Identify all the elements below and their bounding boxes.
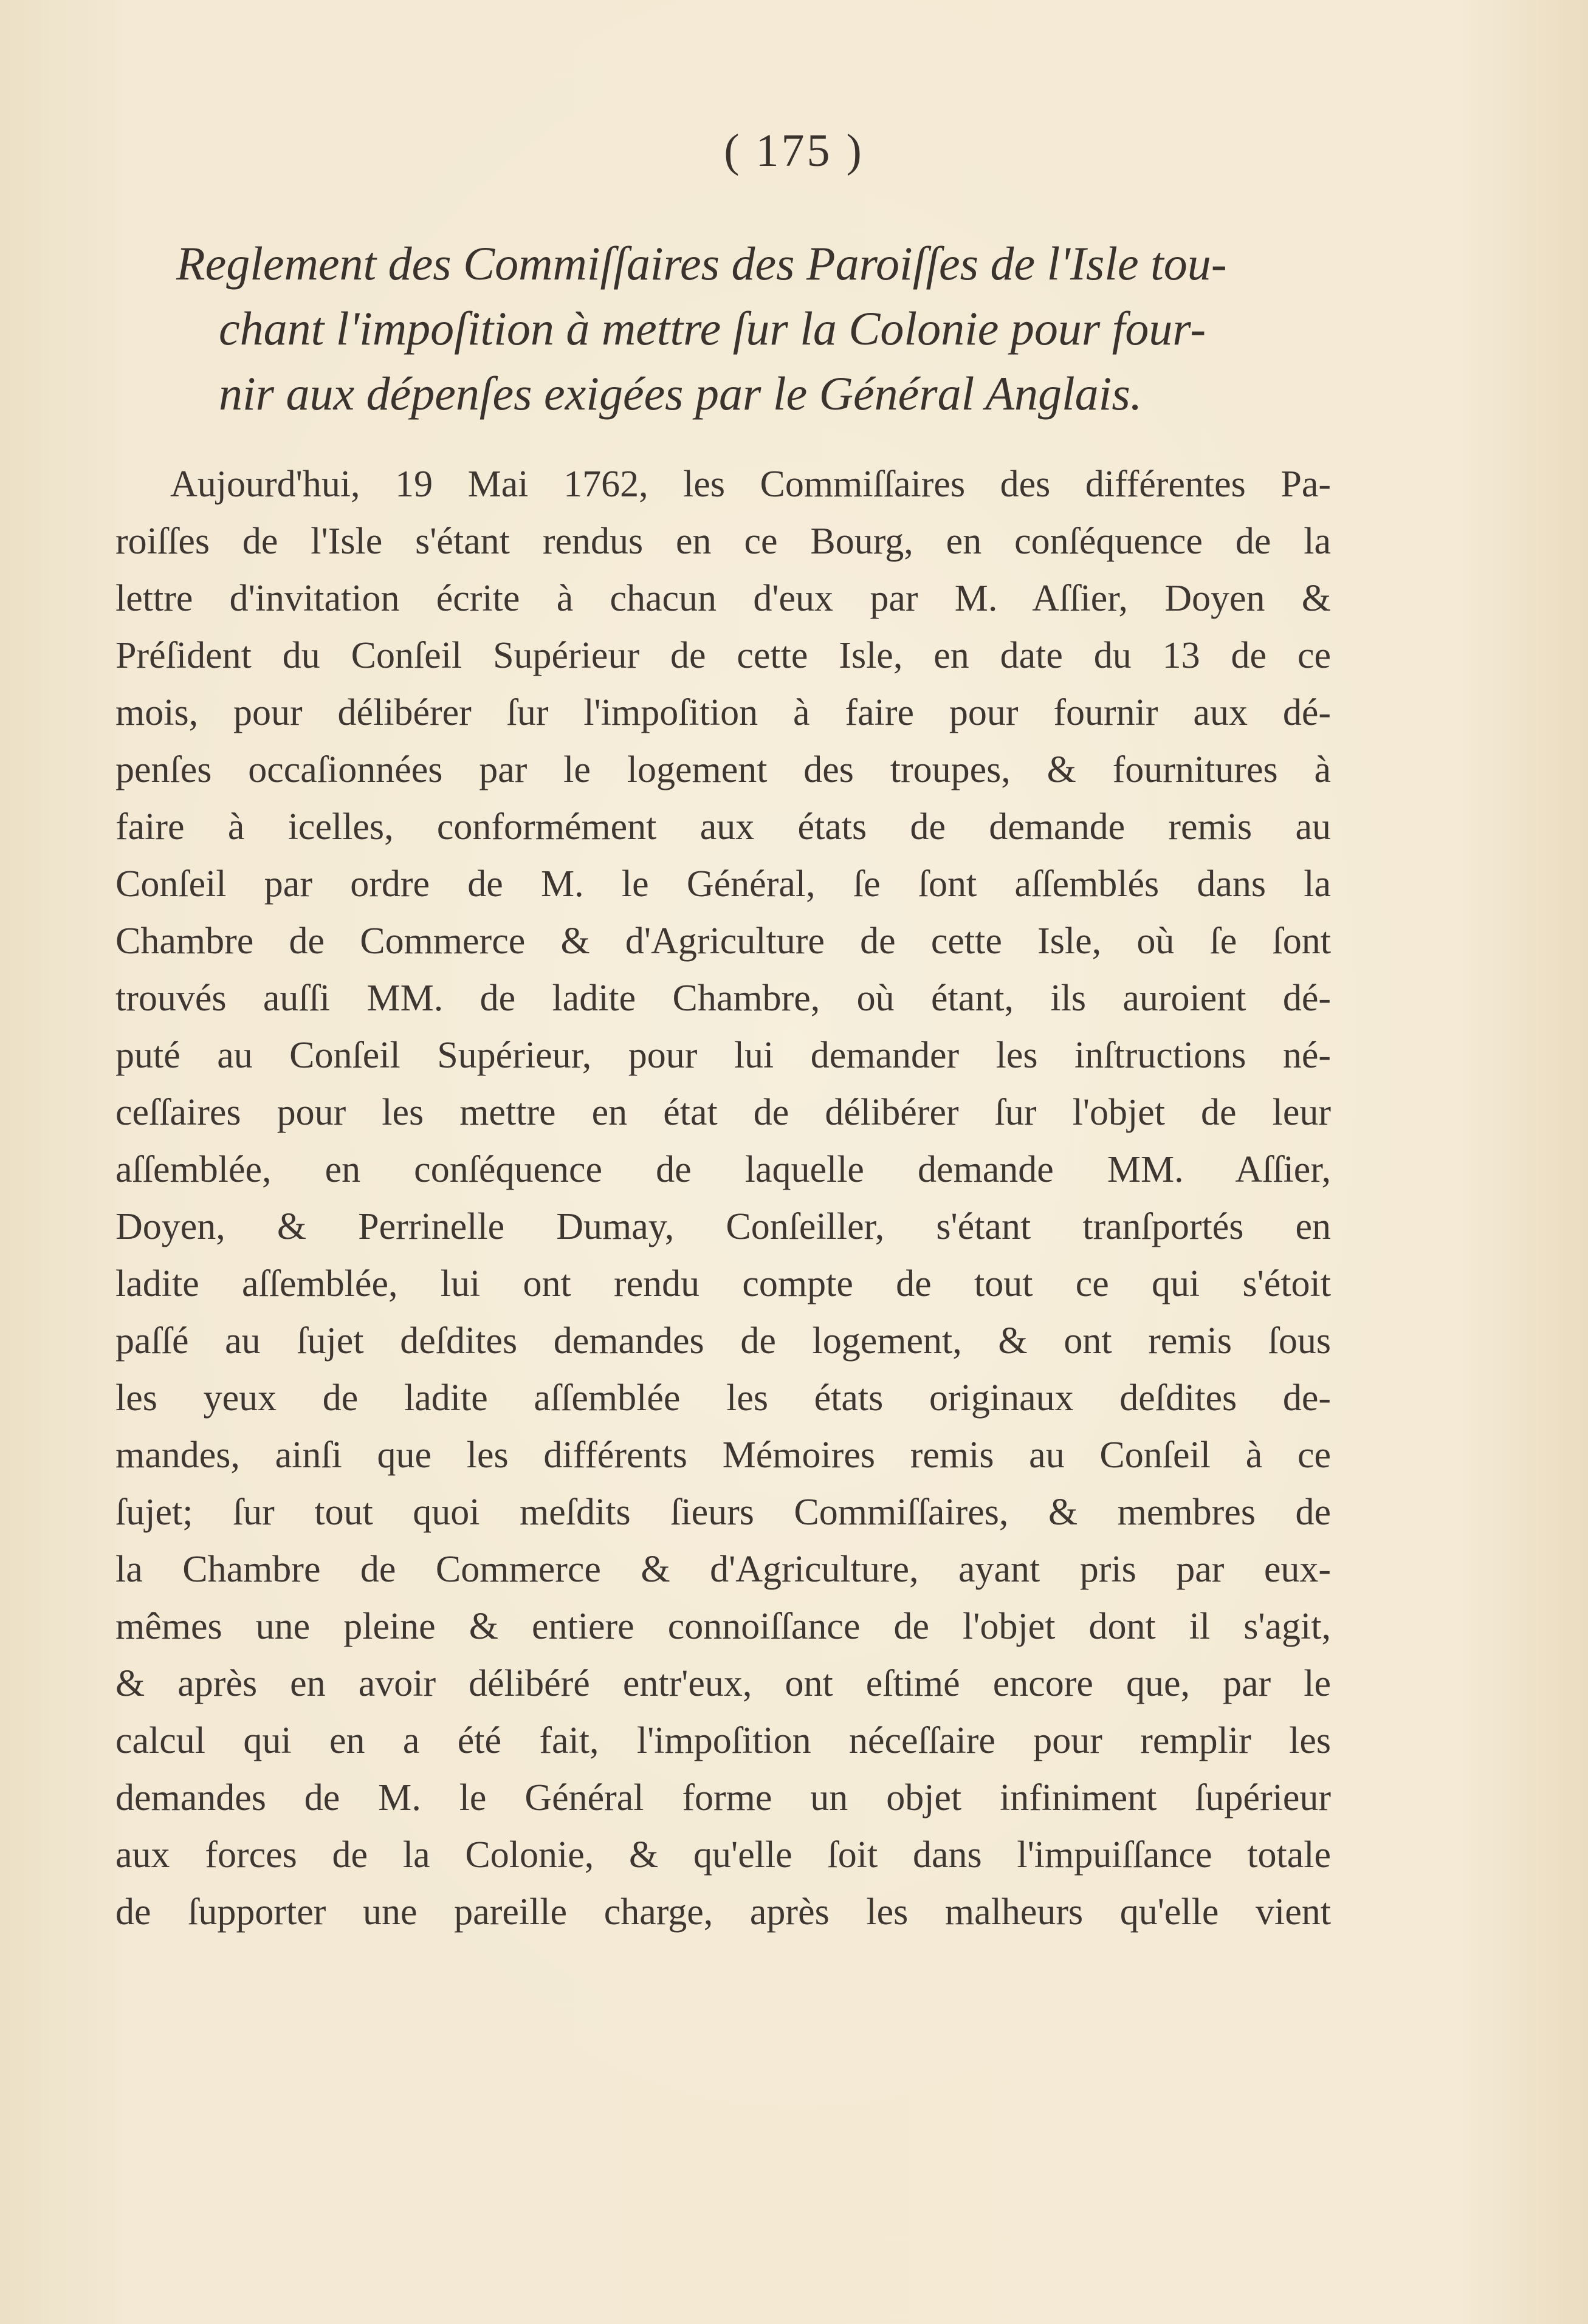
text-line: aux forces de la Colonie, & qu'elle ſoit dans l'impuiſſance totale <box>115 1834 1331 1876</box>
text-line: faire à icelles, conformément aux états de demande remis au <box>115 806 1331 848</box>
text-line: Doyen, & Perrinelle Dumay, Conſeiller, s'étant tranſportés en <box>115 1206 1331 1247</box>
body-paragraph <box>115 456 1331 1941</box>
text-line: mois, pour délibérer ſur l'impoſition à faire pour fournir aux dé- <box>115 692 1331 733</box>
text-line: mandes, ainſi que les différents Mémoires remis au Conſeil à ce <box>115 1435 1331 1476</box>
text-line: lettre d'invitation écrite à chacun d'eux par M. Aſſier, Doyen & <box>115 578 1331 619</box>
text-line: roiſſes de l'Isle s'étant rendus en ce Bourg, en conſéquence de la <box>115 521 1331 562</box>
text-line: & après en avoir délibéré entr'eux, ont eſtimé encore que, par le <box>115 1663 1331 1704</box>
section-title <box>176 231 1343 426</box>
text-line: Chambre de Commerce & d'Agriculture de cette Isle, où ſe ſont <box>115 920 1331 962</box>
text-line: Préſident du Conſeil Supérieur de cette Isle, en date du 13 de ce <box>115 635 1331 676</box>
text-line: de ſupporter une pareille charge, après les malheurs qu'elle vient <box>115 1891 1331 1933</box>
text-line: puté au Conſeil Supérieur, pour lui demander les inſtructions né- <box>115 1035 1331 1076</box>
text-line: Conſeil par ordre de M. le Général, ſe ſont aſſemblés dans la <box>115 863 1331 905</box>
title-line: chant l'impoſition à mettre ſur la Colonie pour four- <box>219 302 1206 355</box>
page-number: ( 175 ) <box>724 125 864 176</box>
text-line: ceſſaires pour les mettre en état de délibérer ſur l'objet de leur <box>115 1092 1331 1133</box>
text-line: trouvés auſſi MM. de ladite Chambre, où étant, ils auroient dé- <box>115 978 1331 1019</box>
text-line: demandes de M. le Général forme un objet infiniment ſupérieur <box>115 1777 1331 1818</box>
title-line: Reglement des Commiſſaires des Paroiſſes de l'Isle tou- <box>176 237 1227 290</box>
text-line: la Chambre de Commerce & d'Agriculture, ayant pris par eux- <box>115 1549 1331 1590</box>
text-line: penſes occaſionnées par le logement des troupes, & fournitures à <box>115 749 1331 790</box>
text-line: aſſemblée, en conſéquence de laquelle demande MM. Aſſier, <box>115 1149 1331 1190</box>
text-line: calcul qui en a été fait, l'impoſition néceſſaire pour remplir les <box>115 1720 1331 1761</box>
text-line: mêmes une pleine & entiere connoiſſance de l'objet dont il s'agit, <box>115 1606 1331 1647</box>
text-line: Aujourd'hui, 19 Mai 1762, les Commiſſaires des différentes Pa- <box>170 464 1331 505</box>
text-line: ladite aſſemblée, lui ont rendu compte de tout ce qui s'étoit <box>115 1263 1331 1304</box>
text-line: paſſé au ſujet deſdites demandes de logement, & ont remis ſous <box>115 1320 1331 1362</box>
text-line: les yeux de ladite aſſemblée les états originaux deſdites de- <box>115 1377 1331 1419</box>
text-line: ſujet; ſur tout quoi meſdits ſieurs Commiſſaires, & membres de <box>115 1492 1331 1533</box>
title-line: nir aux dépenſes exigées par le Général Anglais. <box>219 367 1143 420</box>
